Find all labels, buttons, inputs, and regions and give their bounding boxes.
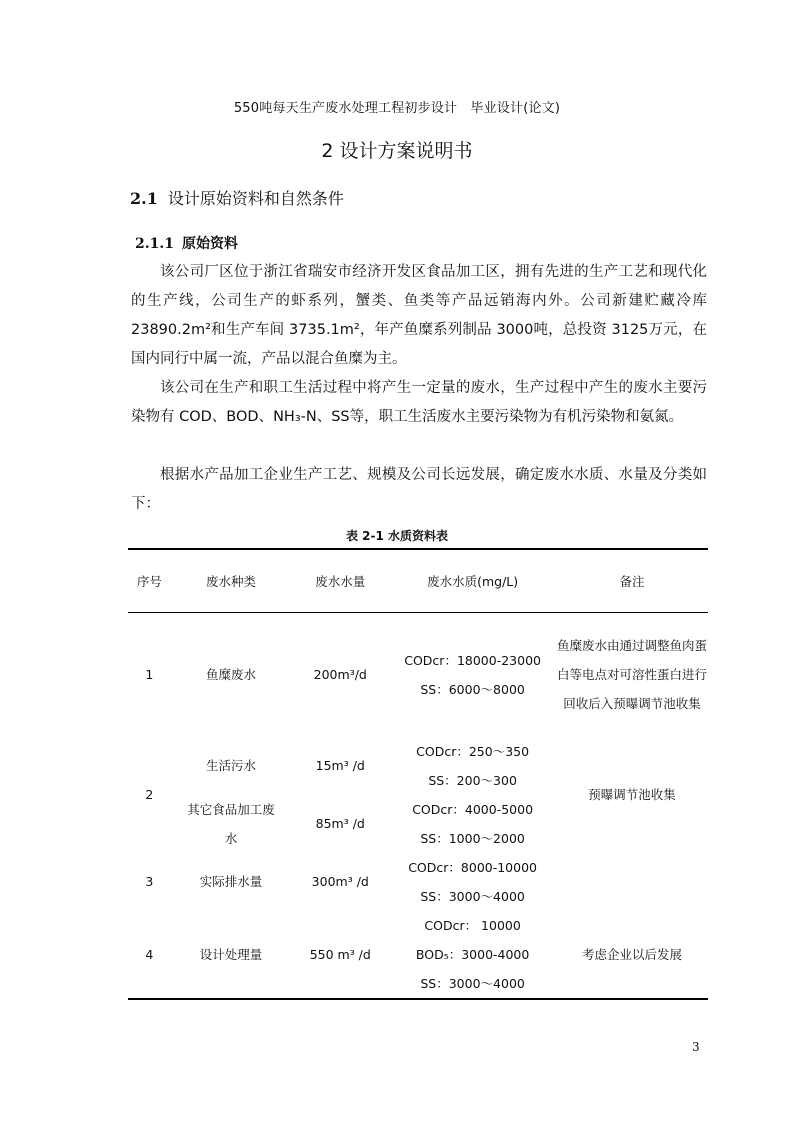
table-row bbox=[128, 737, 708, 795]
subsection-number: 2.1.1 bbox=[135, 236, 174, 252]
section-number: 2.1 bbox=[130, 189, 158, 208]
row-note bbox=[556, 853, 708, 911]
quality-line: SS：3000～4000 bbox=[420, 888, 525, 904]
table-row bbox=[128, 853, 708, 911]
table-row bbox=[128, 911, 708, 999]
quality-line: CODcr：18000-23000 bbox=[404, 652, 541, 668]
subsection-text: 原始资料 bbox=[181, 236, 238, 252]
quality-line: CODcr：4000-5000 bbox=[412, 801, 534, 817]
quality-line: SS：3000～4000 bbox=[420, 975, 525, 991]
row-no: 1 bbox=[145, 667, 154, 683]
row-quality bbox=[389, 911, 556, 999]
row-note bbox=[556, 613, 708, 737]
row-volume: 550 m³ /d bbox=[291, 911, 389, 999]
table-header-row bbox=[128, 549, 708, 613]
header-quality: 废水水质(mg/L) bbox=[389, 549, 556, 613]
row-quality bbox=[389, 613, 556, 737]
row-type: 鱼糜废水 bbox=[205, 667, 256, 683]
page-number: 3 bbox=[692, 1040, 700, 1054]
water-quality-table bbox=[128, 548, 708, 1000]
row-note: 考虑企业以后发展 bbox=[556, 911, 708, 999]
paragraph-3: 根据水产品加工企业生产工艺、规模及公司长远发展，确定废水水质、水量及分类如下： bbox=[131, 467, 707, 512]
row-type: 生活污水 bbox=[205, 758, 256, 773]
row-no: 4 bbox=[128, 911, 171, 999]
paragraph-1: 该公司厂区位于浙江省瑞安市经济开发区食品加工区，拥有先进的生产工艺和现代化的生产线，公司生产的虾系列，蟹类、鱼类等产品远销海内外。公司新建贮藏冷库 23890.2m²和生产车间 3735.1m²，年产鱼糜系列制品 3000吨，总投资 3125万元，在国内同行中属一流，产品以混合鱼糜为主。 bbox=[131, 264, 707, 367]
header-note: 备注 bbox=[556, 549, 708, 613]
page-header: 550吨每天生产废水处理工程初步设计 毕业设计(论文) bbox=[233, 101, 561, 116]
row-quality bbox=[389, 737, 556, 795]
quality-line: BOD₅：3000-4000 bbox=[415, 946, 530, 962]
row-type bbox=[171, 795, 292, 853]
header-no: 序号 bbox=[128, 549, 171, 613]
row-no: 3 bbox=[145, 874, 154, 889]
row-volume: 85m³ /d bbox=[315, 816, 365, 831]
row-type: 设计处理量 bbox=[171, 911, 292, 999]
type-text: 其它食品加工废水 bbox=[187, 801, 275, 846]
quality-line: CODcr： 10000 bbox=[424, 917, 521, 933]
chapter-title: 2 设计方案说明书 bbox=[321, 140, 473, 162]
table-caption: 表 2-1 水质资料表 bbox=[345, 529, 449, 543]
row-volume: 200m³/d bbox=[313, 667, 367, 683]
note-text: 鱼糜废水由通过调整鱼肉蛋白等电点对可溶性蛋白进行回收后入预曝调节池收集 bbox=[556, 638, 707, 712]
quality-line: SS：1000～2000 bbox=[420, 830, 525, 846]
table-row bbox=[128, 613, 708, 737]
row-volume: 300m³ /d bbox=[311, 874, 369, 889]
row-volume: 15m³ /d bbox=[315, 758, 365, 773]
quality-line: CODcr：250～350 bbox=[416, 743, 530, 759]
row-type: 实际排水量 bbox=[199, 874, 263, 889]
quality-line: SS：200～300 bbox=[428, 772, 517, 788]
quality-line: SS：6000～8000 bbox=[420, 681, 525, 697]
row-quality bbox=[389, 795, 556, 853]
quality-line: CODcr：8000-10000 bbox=[408, 859, 537, 875]
subsection-title bbox=[135, 233, 238, 253]
row-note: 预曝调节池收集 bbox=[588, 787, 676, 802]
paragraph-2: 该公司在生产和职工生活过程中将产生一定量的废水，生产过程中产生的废水主要污染物有 COD、BOD、NH₃-N、SS等，职工生活废水主要污染物为有机污染物和氨氮。 bbox=[131, 380, 707, 425]
section-title bbox=[130, 186, 344, 209]
header-volume: 废水水量 bbox=[291, 549, 389, 613]
row-no: 2 bbox=[145, 787, 154, 802]
section-text: 设计原始资料和自然条件 bbox=[167, 189, 344, 208]
header-type: 废水种类 bbox=[171, 549, 292, 613]
row-quality bbox=[389, 853, 556, 911]
